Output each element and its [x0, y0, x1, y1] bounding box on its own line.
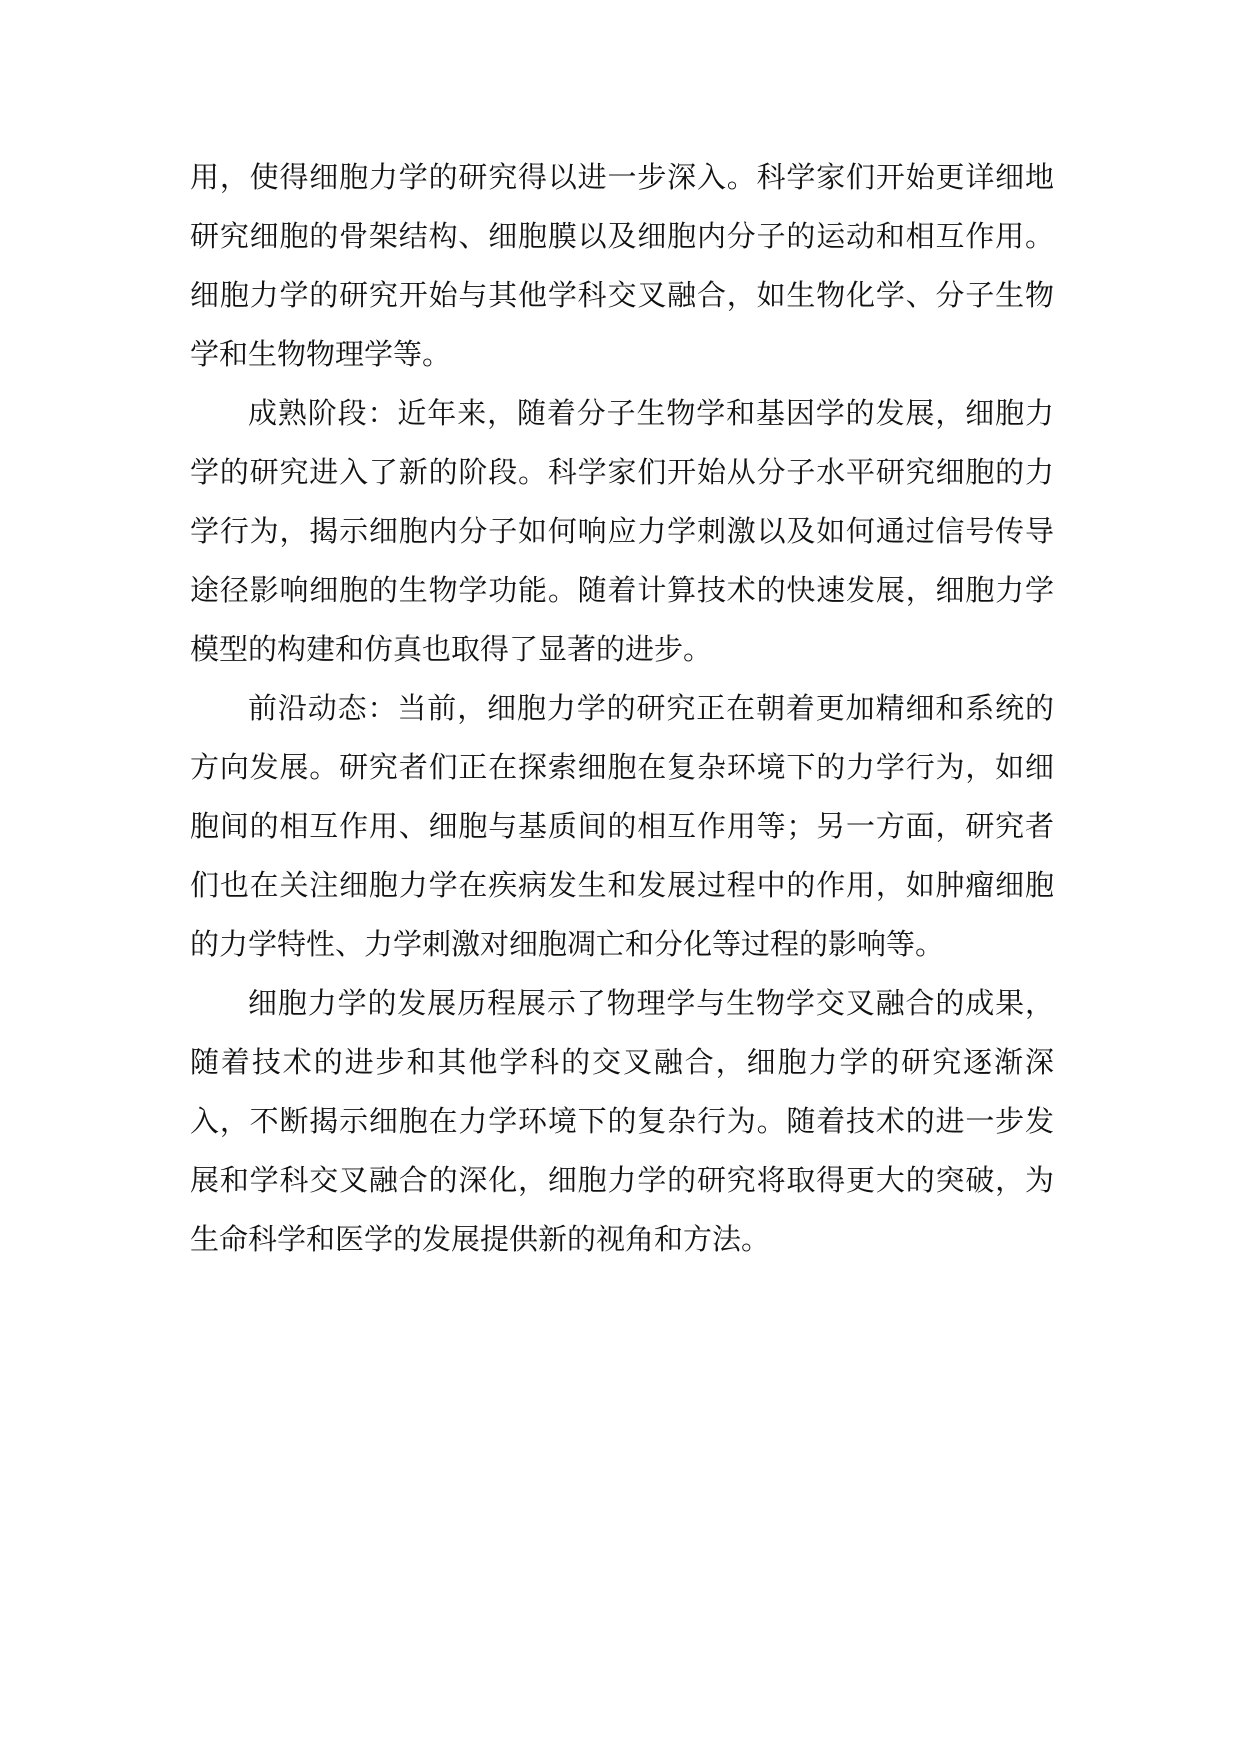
paragraph-continuation: 用，使得细胞力学的研究得以进一步深入。科学家们开始更详细地研究细胞的骨架结构、细胞膜以及细胞内分子的运动和相互作用。细胞力学的研究开始与其他学科交叉融合，如生物化学、分子生物学和生物物理学等。 — [190, 160, 1054, 371]
paragraph-mature-stage: 成熟阶段：近年来，随着分子生物学和基因学的发展，细胞力学的研究进入了新的阶段。科学家们开始从分子水平研究细胞的力学行为，揭示细胞内分子如何响应力学刺激以及如何通过信号传导途径影响细胞的生物学功能。随着计算技术的快速发展，细胞力学模型的构建和仿真也取得了显著的进步。 — [190, 396, 1054, 666]
body-text — [190, 148, 1054, 1269]
paragraph-frontier: 前沿动态：当前，细胞力学的研究正在朝着更加精细和系统的方向发展。研究者们正在探索细胞在复杂环境下的力学行为，如细胞间的相互作用、细胞与基质间的相互作用等；另一方面，研究者们也在关注细胞力学在疾病发生和发展过程中的作用，如肿瘤细胞的力学特性、力学刺激对细胞凋亡和分化等过程的影响等。 — [190, 691, 1054, 961]
paragraph-conclusion: 细胞力学的发展历程展示了物理学与生物学交叉融合的成果，随着技术的进步和其他学科的交叉融合，细胞力学的研究逐渐深入，不断揭示细胞在力学环境下的复杂行为。随着技术的进一步发展和学科交叉融合的深化，细胞力学的研究将取得更大的突破，为生命科学和医学的发展提供新的视角和方法。 — [190, 986, 1054, 1256]
